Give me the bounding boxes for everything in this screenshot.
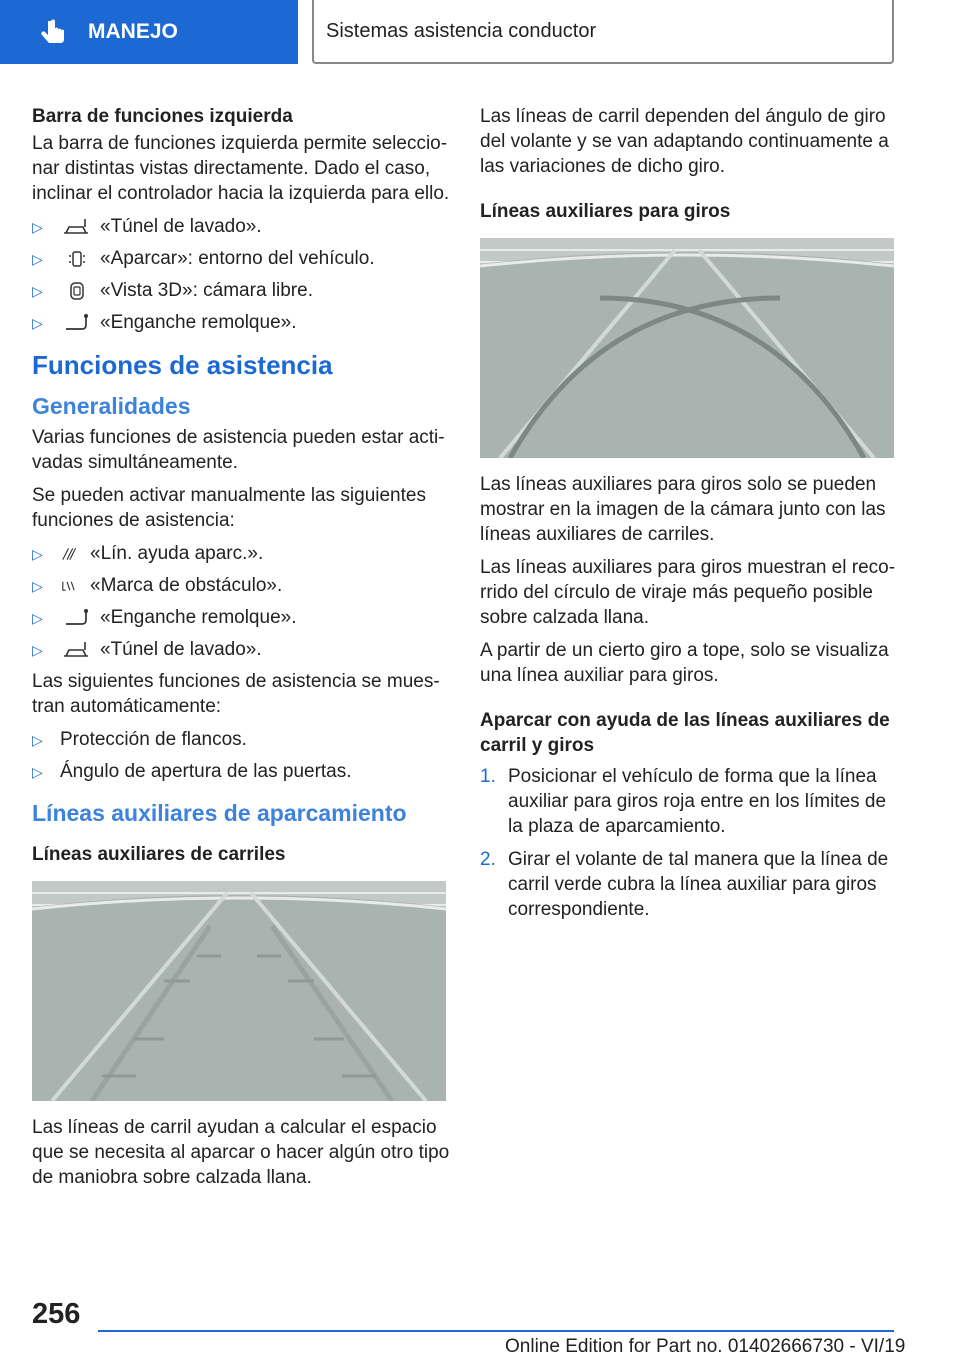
list-item: ▷ «Túnel de lavado». <box>32 637 450 662</box>
paragraph-lane-lines: Las líneas de carril ayudan a calcular el espacio que se necesita al aparcar o hacer algún otro tipo de maniobra sobre calzada llana. <box>32 1117 450 1188</box>
steps-list <box>480 764 898 922</box>
heading-assist-functions: Funciones de asistencia <box>32 350 333 380</box>
heading-lane-lines: Líneas auxiliares de carriles <box>32 844 286 865</box>
hand-pointer-icon <box>38 18 68 48</box>
triangle-bullet-icon: ▷ <box>32 764 43 780</box>
paragraph-auto: Las siguientes funciones de asistencia se muestran automáticamente: <box>32 671 440 717</box>
list-item: ▷ Ángulo de apertura de las puertas. <box>32 759 450 784</box>
list-item: ▷ «Marca de obstáculo». <box>32 573 450 598</box>
triangle-bullet-icon: ▷ <box>32 283 43 299</box>
parking-lines-icon <box>60 544 84 564</box>
paragraph-turn-2: Las líneas auxiliares para giros muestran el recorrido del círculo de viraje más pequeño posible sobre calzada llana. <box>480 557 896 628</box>
auto-list <box>32 727 450 784</box>
3d-car-icon <box>60 281 94 301</box>
triangle-bullet-icon: ▷ <box>32 251 43 267</box>
manual-list <box>32 541 450 662</box>
section-title: MANEJO <box>88 20 178 43</box>
triangle-bullet-icon: ▷ <box>32 642 43 658</box>
trailer-hitch-icon <box>60 313 94 333</box>
list-item: 1. Posicionar el vehículo de forma que la línea auxiliar para giros roja entre en los límites de la plaza de aparcamiento. <box>480 766 887 837</box>
triangle-bullet-icon: ▷ <box>32 610 43 626</box>
car-wash-icon <box>60 217 94 237</box>
triangle-bullet-icon: ▷ <box>32 546 43 562</box>
parking-car-icon <box>60 249 94 269</box>
list-item: ▷ Protección de flancos. <box>32 727 450 752</box>
lane-lines-figure <box>32 881 446 1101</box>
paragraph-general: Varias funciones de asistencia pueden estar activadas simultáneamente. <box>32 427 445 473</box>
heading-toolbar: Barra de funciones izquierda <box>32 106 293 127</box>
list-item: ▷ «Enganche remolque». <box>32 605 450 630</box>
list-item: ▷ «Vista 3D»: cámara libre. <box>32 278 450 303</box>
paragraph-turn-1: Las líneas auxiliares para giros solo se pueden mostrar en la imagen de la cámara junto con las líneas auxiliares de carriles. <box>480 474 886 545</box>
chapter-title: Sistemas asistencia conductor <box>326 20 597 42</box>
turn-lines-figure <box>480 238 894 458</box>
list-item: ▷ «Túnel de lavado». <box>32 214 450 239</box>
car-wash-icon <box>60 640 94 660</box>
heading-parking-lines: Líneas auxiliares de aparcamiento <box>32 800 407 826</box>
trailer-hitch-icon <box>60 608 94 628</box>
chapter-box <box>312 0 894 64</box>
list-item: ▷ «Aparcar»: entorno del vehículo. <box>32 246 450 271</box>
edition-note: Online Edition for Part no. 01402666730 - VI/19 <box>505 1336 906 1357</box>
toolbar-list <box>32 214 450 335</box>
paragraph-turn-3: A partir de un cierto giro a tope, solo se visualiza una línea auxiliar para giros. <box>480 640 889 686</box>
heading-turn-lines: Líneas auxiliares para giros <box>480 201 731 222</box>
list-item: ▷ «Enganche remolque». <box>32 310 450 335</box>
heading-park-with-lines: Aparcar con ayuda de las líneas auxiliares de carril y giros <box>480 710 890 756</box>
list-item: ▷ «Lín. ayuda aparc.». <box>32 541 450 566</box>
left-column <box>32 104 450 1198</box>
triangle-bullet-icon: ▷ <box>32 578 43 594</box>
paragraph-manual: Se pueden activar manualmente las siguientes funciones de asistencia: <box>32 485 426 531</box>
right-column <box>480 104 898 930</box>
heading-general: Generalidades <box>32 393 191 419</box>
footer-divider <box>98 1330 894 1332</box>
obstacle-mark-icon <box>60 576 84 596</box>
triangle-bullet-icon: ▷ <box>32 315 43 331</box>
paragraph-lane-dependency: Las líneas de carril dependen del ángulo de giro del volante y se van adaptando continuamente a las variaciones de dicho giro. <box>480 106 889 177</box>
triangle-bullet-icon: ▷ <box>32 219 43 235</box>
triangle-bullet-icon: ▷ <box>32 732 43 748</box>
section-tab <box>0 0 298 64</box>
paragraph-toolbar: La barra de funciones izquierda permite seleccionar distintas vistas directamente. Dado el caso, inclinar el controlador hacia la izquierda para ello. <box>32 133 450 204</box>
page-number: 256 <box>32 1298 81 1330</box>
list-item: 2. Girar el volante de tal manera que la línea de carril verde cubra la línea auxiliar para giros correspondiente. <box>480 849 889 920</box>
